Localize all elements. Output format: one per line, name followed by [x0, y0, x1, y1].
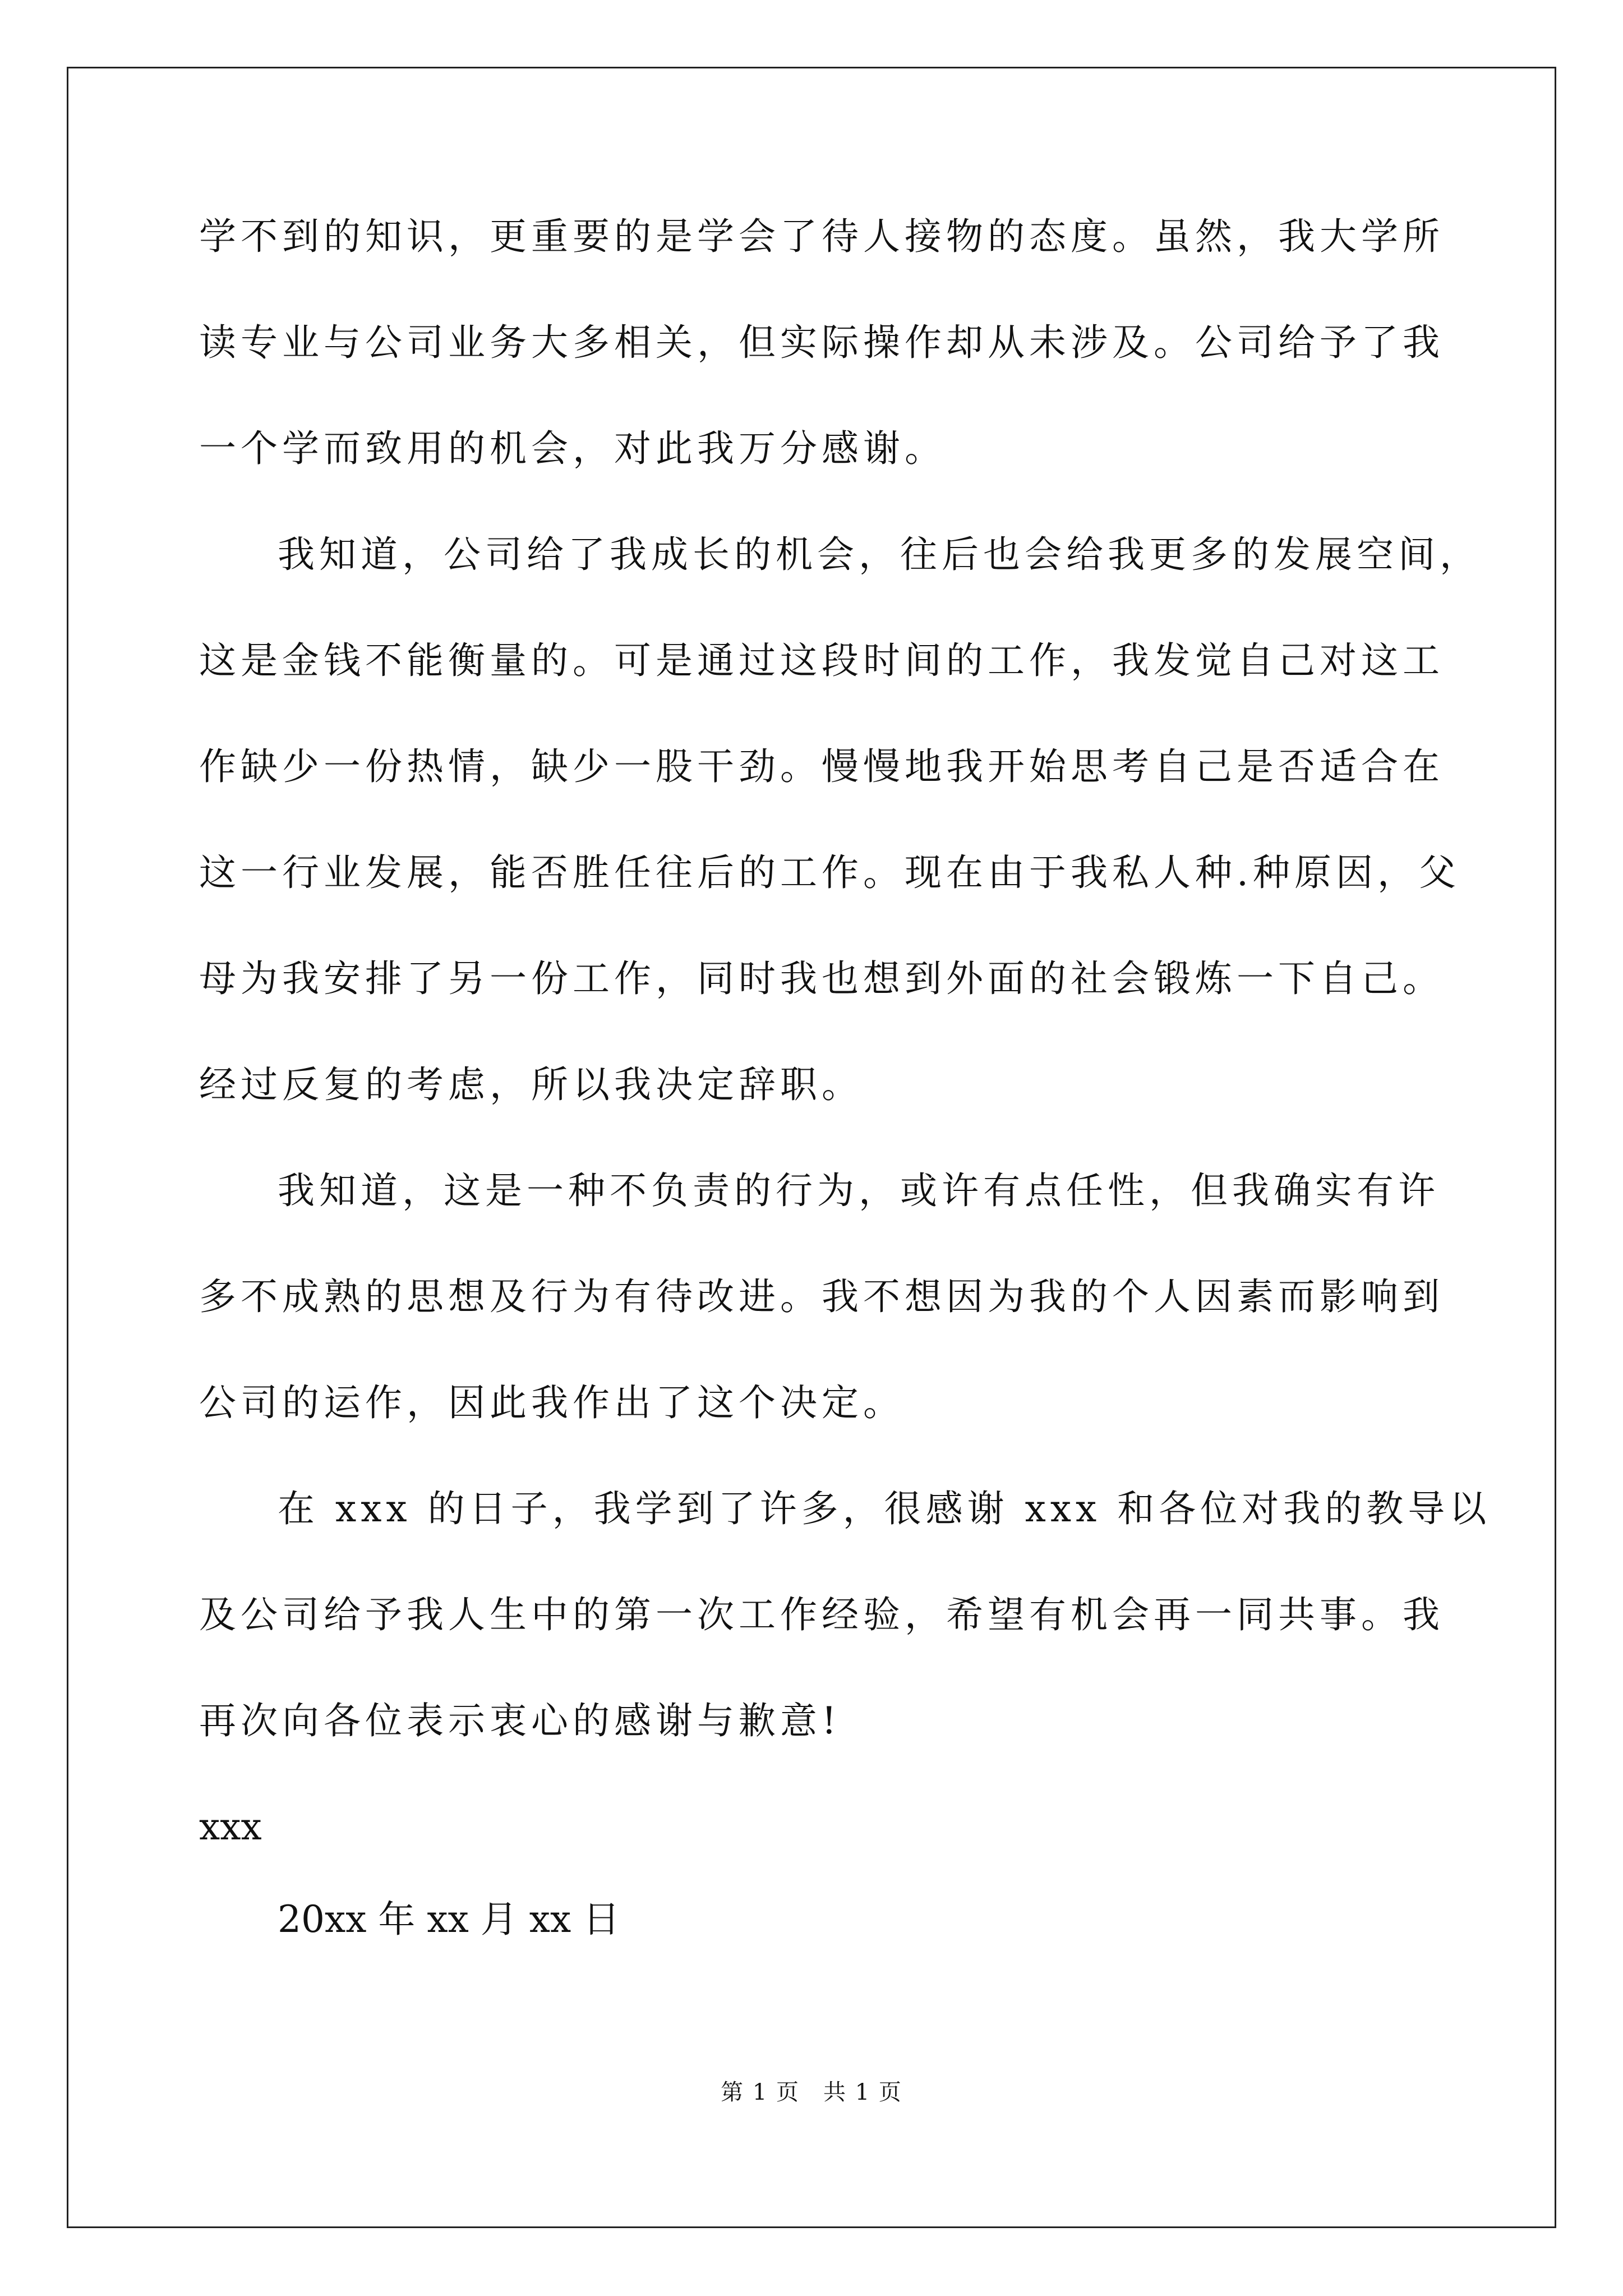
paragraph-first-line: 我知道，公司给了我成长的机会，往后也会给我更多的发展空间，	[278, 533, 1481, 576]
text-line: 这是金钱不能衡量的。可是通过这段时间的工作，我发觉自己对这工	[199, 639, 1444, 682]
text-line: 作缺少一份热情，缺少一股干劲。慢慢地我开始思考自己是否适合在	[199, 745, 1444, 788]
text-line: 读专业与公司业务大多相关，但实际操作却从未涉及。公司给予了我	[199, 321, 1444, 364]
page-footer: 第 1 页 共 1 页	[721, 2079, 902, 2105]
text-line: 学不到的知识，更重要的是学会了待人接物的态度。虽然，我大学所	[199, 215, 1444, 258]
text-line: 及公司给予我人生中的第一次工作经验，希望有机会再一同共事。我	[199, 1593, 1444, 1636]
letter-body	[199, 211, 1491, 1945]
paragraph-first-line: 在 xxx 的日子，我学到了许多，很感谢 xxx 和各位对我的教导以	[278, 1487, 1491, 1530]
text-line: 一个学而致用的机会，对此我万分感谢。	[199, 427, 946, 470]
text-line: 再次向各位表示衷心的感谢与歉意!	[199, 1699, 841, 1742]
text-line: 公司的运作，因此我作出了这个决定。	[199, 1381, 905, 1424]
signer-name: xxx	[199, 1805, 262, 1848]
text-line: 这一行业发展，能否胜任往后的工作。现在由于我私人种.种原因，父	[199, 851, 1460, 894]
text-line: 母为我安排了另一份工作，同时我也想到外面的社会锻炼一下自己。	[199, 957, 1444, 1000]
text-line: 多不成熟的思想及行为有待改进。我不想因为我的个人因素而影响到	[199, 1275, 1444, 1318]
paragraph-first-line: 我知道，这是一种不负责的行为，或许有点任性，但我确实有许	[278, 1169, 1440, 1212]
letter-date: 20xx 年 xx 月 xx 日	[278, 1898, 620, 1941]
text-line: 经过反复的考虑，所以我决定辞职。	[199, 1063, 863, 1106]
